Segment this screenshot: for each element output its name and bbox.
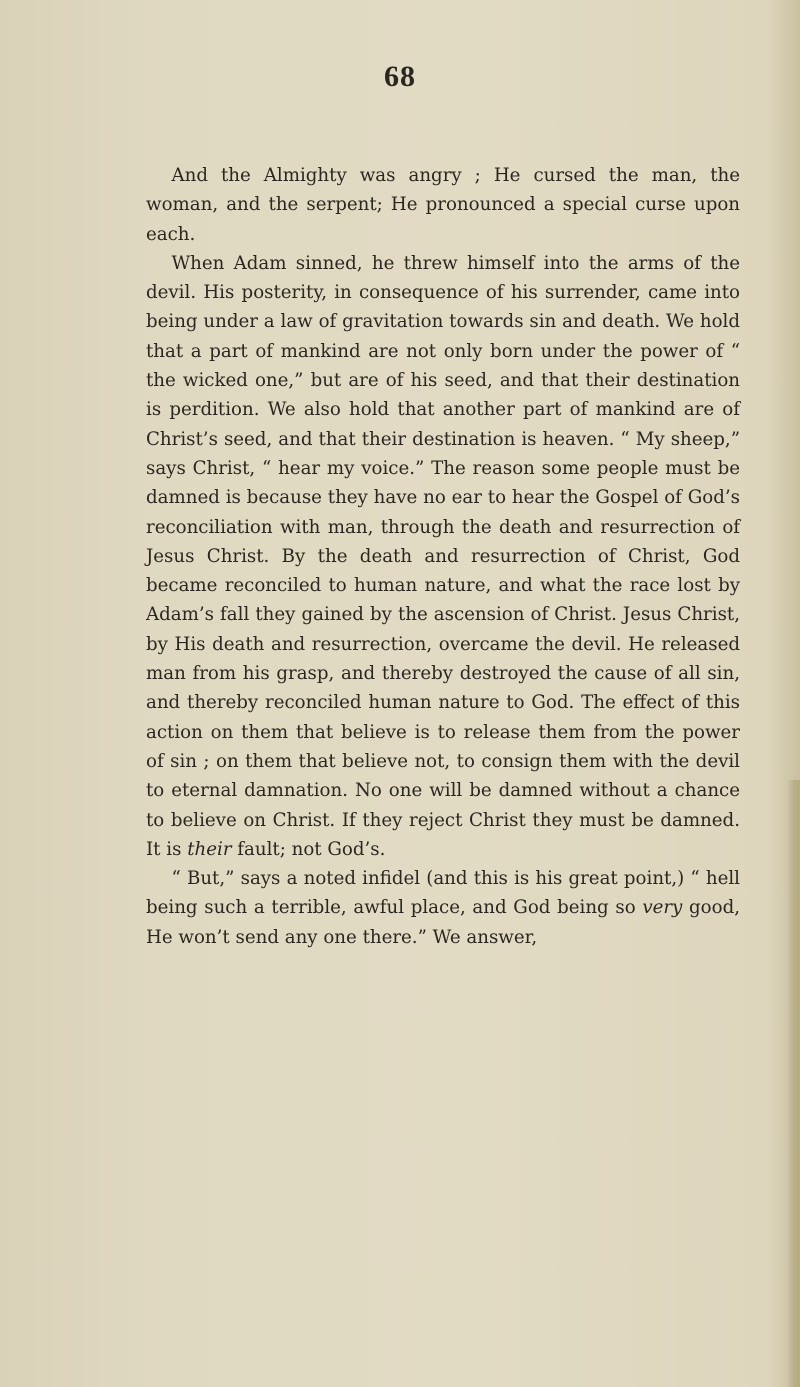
page-number: 68 [384,60,416,93]
page-edge-shadow [786,780,800,1387]
emphasis-text: their [187,838,232,860]
paragraph-text: And the Almighty was angry ; He cursed the man, the woman, and the serpent; He pronounced a special curse upon each. [146,165,740,245]
emphasis-text: very [642,897,683,919]
paragraph-text: good, He won’t send any one there.” We answer, [146,897,740,948]
paragraph-text: fault; not God’s. [231,838,386,860]
paragraph-1 [146,161,740,249]
paragraph-text: When Adam sinned, he threw himself into the arms of the devil. His posterity, in consequence of his surrender, came into being under a law of gravitation towards sin and death. We hold that a part of mankind are not only born under the power of “ the wicked one,” but are of his seed, and that their destination is perdition. We also hold that another part of mankind are of Christ’s seed, and that their destination is heaven. “ My sheep,” says Christ, “ hear my voice.” The reason some people must be damned is because they have no ear to hear the Gospel of God’s reconciliation with man, through the death and resurrection of Jesus Christ. By the death and resurrection of Christ, God became reconciled to human nature, and what the race lost by Adam’s fall they gained by the ascension of Christ. Jesus Christ, by His death and resurrection, overcame the devil. He released man from his grasp, and thereby destroyed the cause of all sin, and thereby reconciled human nature to God. The effect of this action on them that believe is to release them from the power of sin ; on them that believe not, to consign them with the devil to eternal damnation. No one will be damned without a chance to believe on Christ. If they reject Christ they must be damned. It is [146,252,740,860]
paragraph-text: “ But,” says a noted infidel (and this is his great point,) “ hell being such a terrible, awful place, and God being so [146,868,740,919]
paragraph-2 [146,249,740,864]
body-text [146,161,740,952]
paragraph-3 [146,864,740,952]
